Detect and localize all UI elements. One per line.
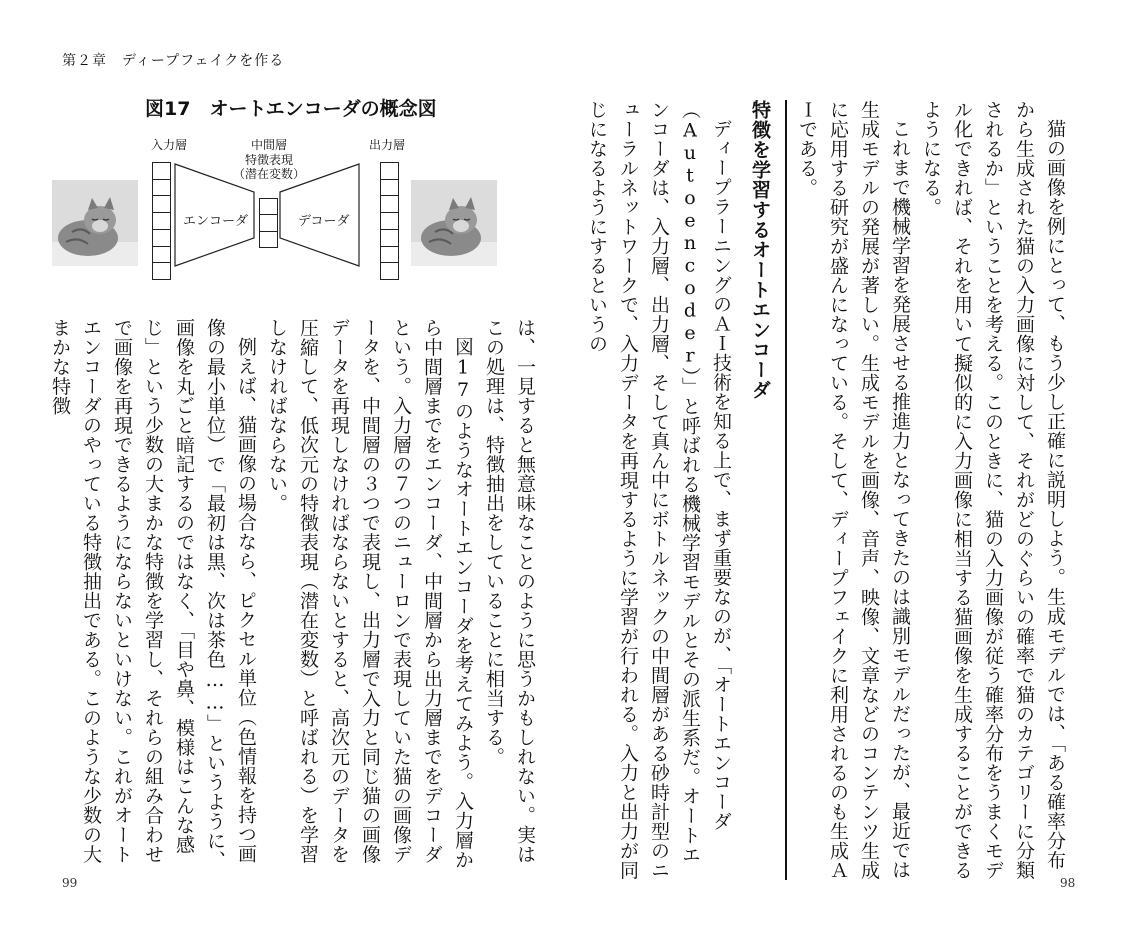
output-neuron: [381, 263, 398, 279]
middle-layer-neurons: [259, 198, 278, 248]
encoder-label: エンコーダ: [183, 214, 249, 229]
output-neuron: [381, 247, 398, 264]
output-neuron: [381, 163, 398, 180]
page-number-left: 99: [62, 876, 78, 890]
left-paragraph-2: 図17のようなオートエンコーダを考えてみよう。入力層から中間層までをエンコーダ、中間層から出力層までをデコーダという。入力層の７つのニューロンで表現していた猫の画像データを、中間層の３つで表現し、出力層で入力と同じ猫の画像データを再現しなければならないとすると、高次元のデータを圧縮して、低次元の特徴表現（潜在変数）と呼ばれる）を学習しなければならない。: [266, 318, 474, 870]
right-paragraph-3: ディープラーニングのＡＩ技術を知る上で、まず重要なのが、「オートエンコーダ（Autoencoder）」と呼ばれる機械学習モデルとその派生系だ。オートエンコーダは、入力層、出力層、そして真ん中にボトルネックの中間層がある砂時計型のニューラルネットワークで、入力データを再現するように学習が行われる。入力と出力が同じになるようにするというの: [586, 100, 732, 880]
decoder-label: デコーダ: [298, 214, 350, 229]
output-neuron: [381, 230, 398, 247]
page-number-right: 98: [1060, 876, 1076, 890]
label-input-layer: 入力層: [150, 138, 187, 152]
cat-photo-icon: [411, 180, 497, 266]
output-cat-image: [411, 180, 497, 266]
output-neuron: [381, 180, 398, 197]
left-paragraph-3: 例えば、猫画像の場合なら、ピクセル単位（色情報を持つ画像の最小単位）で「最初は黒、次は茶色……」というように、画像を丸ごと暗記するのではなく、「目や鼻、模様はこんな感じ」という少数の大まかな特徴を学習し、それらの組み合わせで画像を再現できるようにならないといけない。これがオートエンコーダのやっている特徴抽出である。このような少数の大まかな特徴: [49, 318, 257, 870]
label-middle-layer: 中間層: [250, 138, 287, 152]
output-neuron: [381, 213, 398, 230]
running-head: 第２章 ディープフェイクを作る: [62, 53, 285, 69]
middle-neuron: [260, 199, 277, 215]
left-paragraph-1: は、一見すると無意味なことのように思うかもしれない。実はこの処理は、特徴抽出をしていることに相当する。: [483, 318, 536, 864]
right-page-text: [586, 100, 1070, 880]
right-paragraph-1: 猫の画像を例にとって、もう少し正確に説明しよう。生成モデルでは、「ある確率分布から生成された猫の入力画像に対して、それがどのぐらいの確率で猫のカテゴリーに分類されるか」ということを考える。このときに、猫の入力画像が従う確率分布をうまくモデル化できれば、それを用いて擬似的に入力画像に相当する猫画像を生成することができるようになる。: [920, 100, 1066, 880]
middle-neuron: [260, 215, 277, 231]
label-latent-variable: （潜在変数）: [232, 167, 305, 181]
output-layer-neurons: [380, 162, 399, 280]
right-paragraph-2: これまで機械学習を発展させる推進力となってきたのは識別モデルだったが、最近では生成モデルの発展が著しい。生成モデルを画像、音声、映像、文章などのコンテンツ生成に応用する研究が盛んになっている。そして、ディープフェイクに利用されるのも生成ＡＩである。: [796, 100, 911, 880]
left-page-text: [49, 318, 540, 878]
output-neuron: [381, 196, 398, 213]
figure-autoencoder: [40, 90, 520, 300]
label-feature-representation: 特徴表現: [244, 153, 293, 167]
figure-title: 図17 オートエンコーダの概念図: [145, 98, 437, 120]
label-output-layer: 出力層: [368, 138, 405, 152]
section-heading: 特徴を学習するオートエンコーダ: [742, 100, 787, 880]
middle-neuron: [260, 232, 277, 247]
